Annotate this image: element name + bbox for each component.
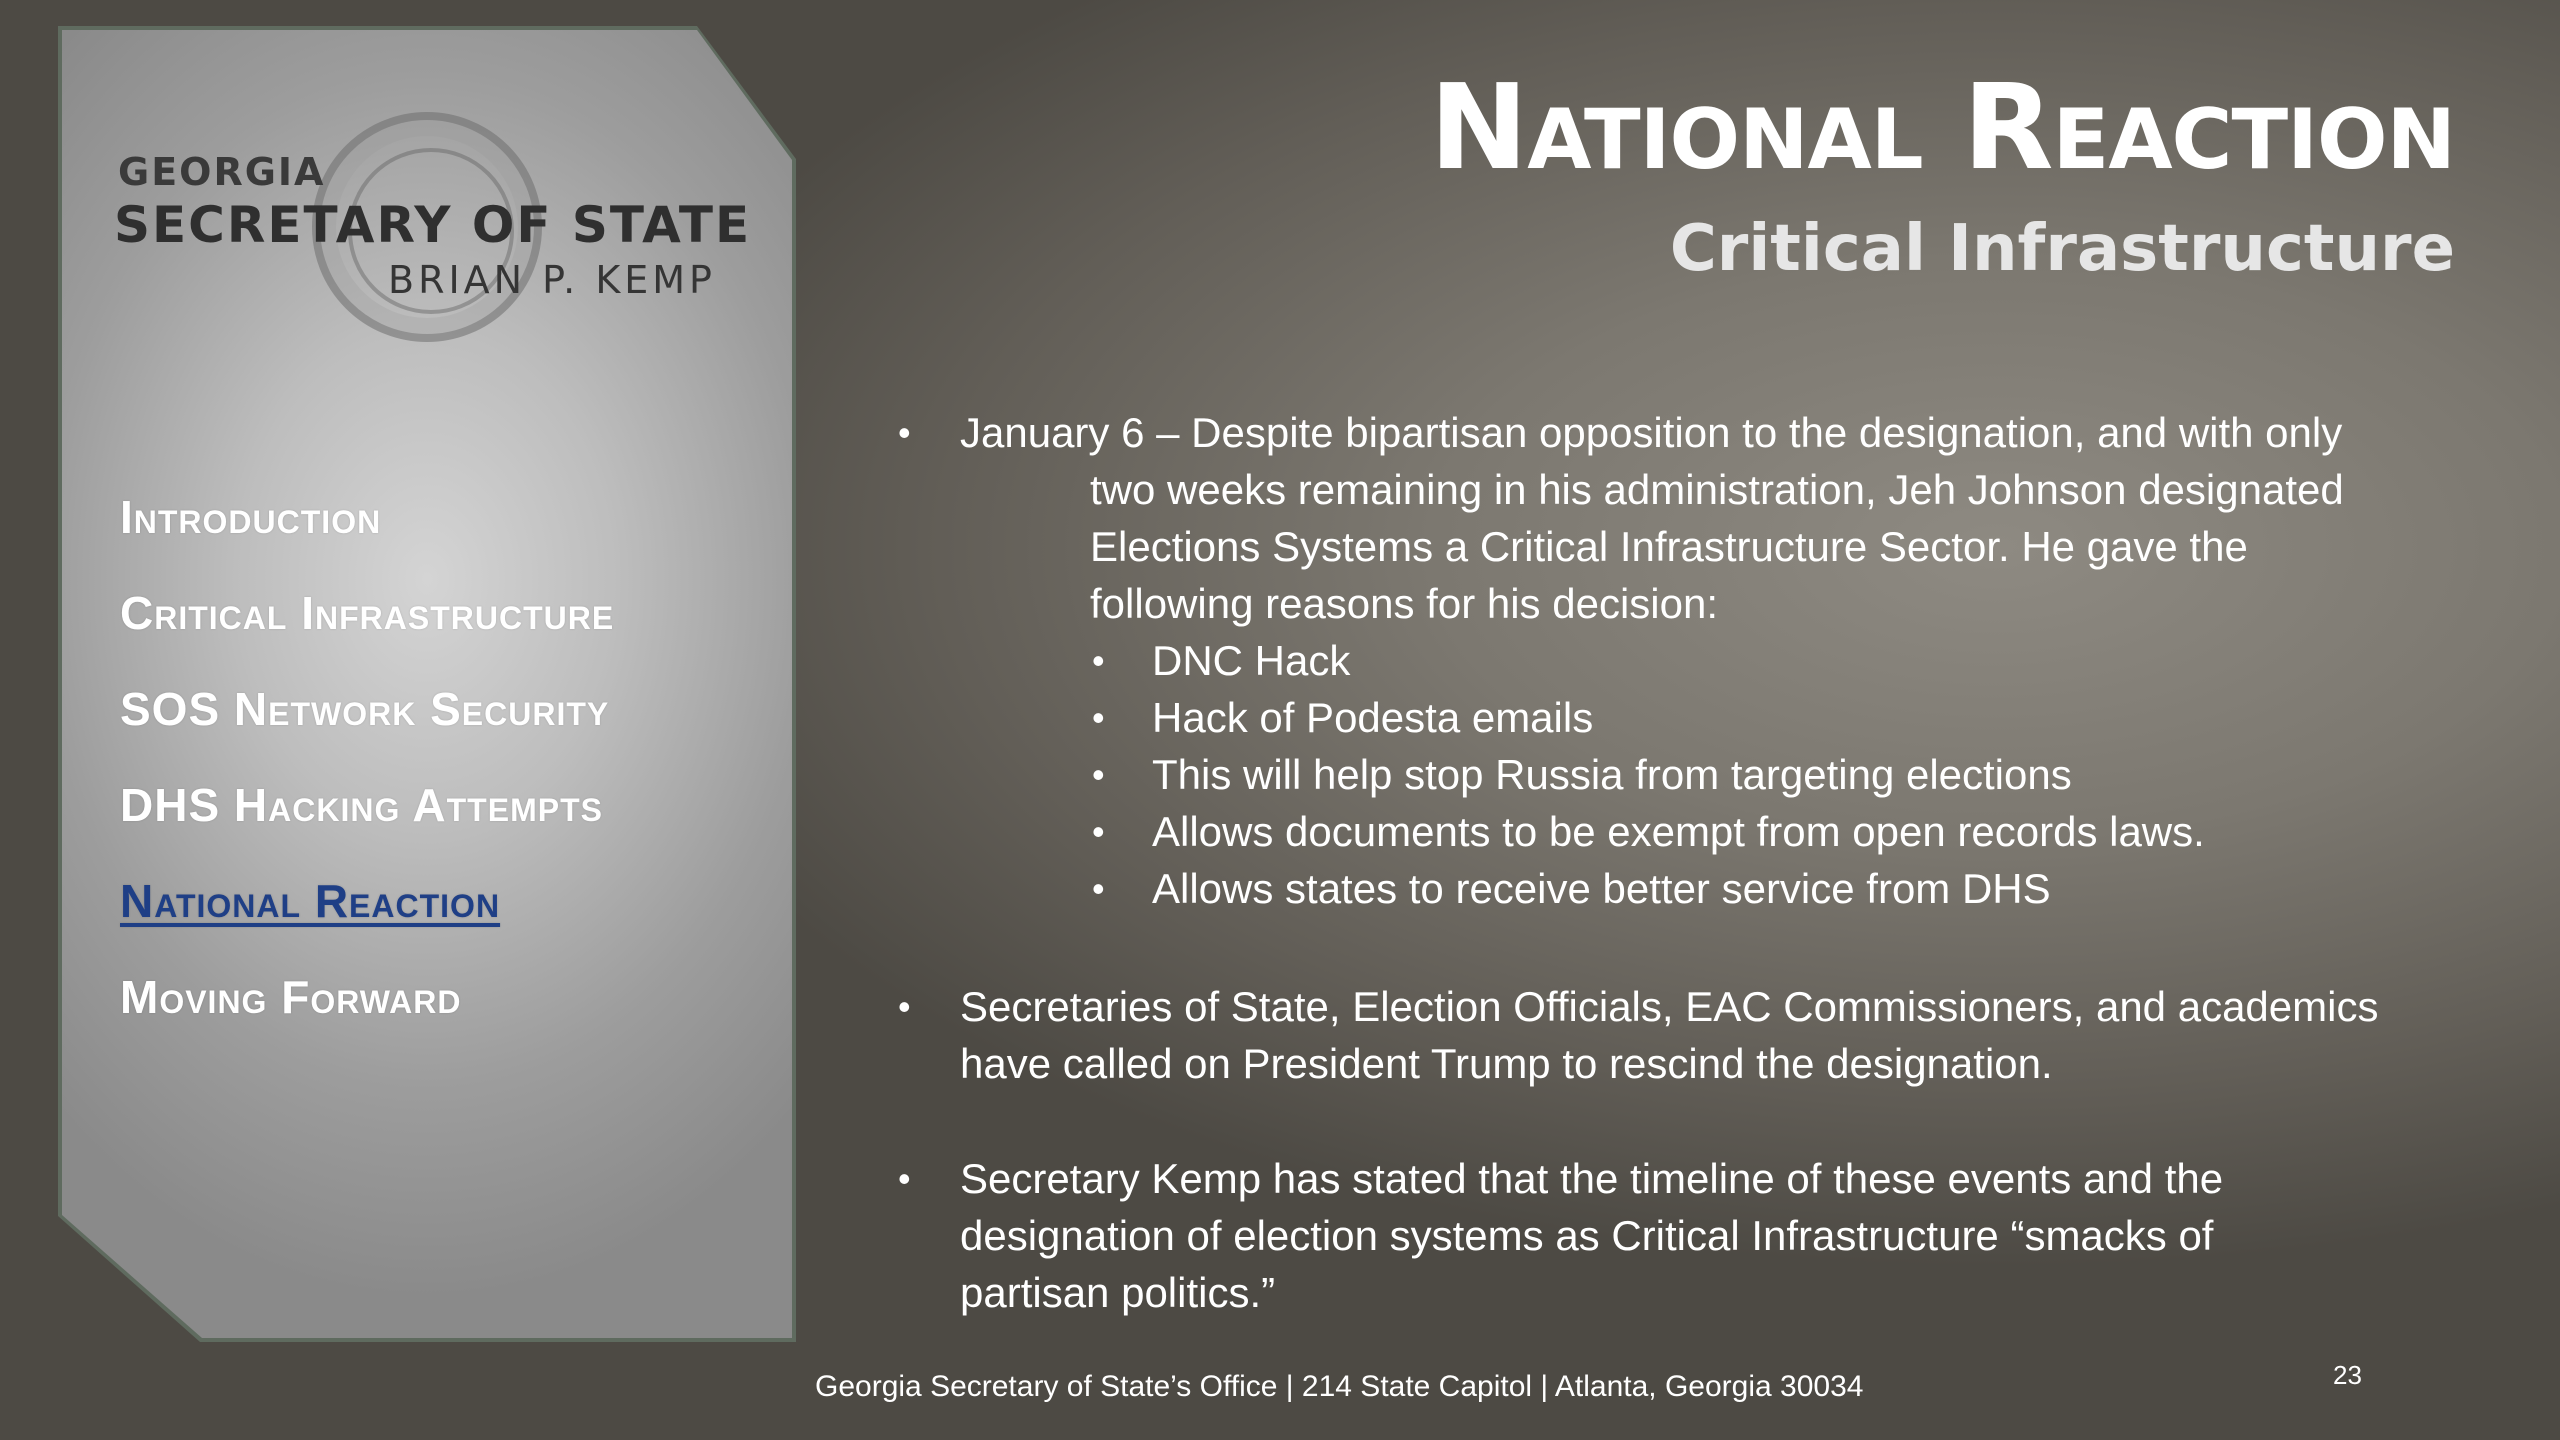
sidebar-nav [120, 490, 614, 1066]
sub-bullet-5: Allows states to receive better service from DHS [1152, 865, 2051, 912]
sub-bullet-1: DNC Hack [1152, 637, 1351, 684]
logo-state: GEORGIA [118, 150, 326, 194]
bullet-3-line-1: Secretary Kemp has stated that the timeline of these events and the [960, 1155, 2224, 1202]
logo-office: SECRETARY OF STATE [114, 196, 752, 254]
sub-bullet-2: Hack of Podesta emails [1152, 694, 1594, 741]
page-number: 23 [2333, 1360, 2362, 1390]
nav-item-moving-forward[interactable]: Moving Forward [120, 971, 462, 1023]
bullet-2-line-2: have called on President Trump to rescind the designation. [960, 1040, 2053, 1087]
bullet-marker: • [898, 1158, 911, 1199]
sub-bullet-marker: • [1092, 754, 1105, 795]
nav-item-introduction[interactable]: Introduction [120, 491, 382, 543]
logo-name: BRIAN P. KEMP [388, 258, 716, 302]
nav-item-dhs-hacking-attempts[interactable]: DHS Hacking Attempts [120, 779, 603, 831]
bullet-marker: • [898, 986, 911, 1027]
bullet-2-line-1: Secretaries of State, Election Officials, EAC Commissioners, and academics [960, 983, 2379, 1030]
nav-item-sos-network-security[interactable]: SOS Network Security [120, 683, 610, 735]
sub-bullet-marker: • [1092, 868, 1105, 909]
nav-item-critical-infrastructure[interactable]: Critical Infrastructure [120, 587, 615, 639]
sub-bullet-marker: • [1092, 697, 1105, 738]
bullet-marker: • [898, 412, 911, 453]
sub-bullet-marker: • [1092, 811, 1105, 852]
slide-subtitle: Critical Infrastructure [1669, 212, 2455, 286]
bullet-1-line-2: two weeks remaining in his administration, Jeh Johnson designated [1090, 466, 2344, 513]
sub-bullet-3: This will help stop Russia from targeting elections [1152, 751, 2072, 798]
sub-bullet-marker: • [1092, 640, 1105, 681]
bullet-1-line-4: following reasons for his decision: [1090, 580, 1718, 627]
nav-item-national-reaction[interactable]: National Reaction [120, 875, 501, 927]
bullet-1-line-3: Elections Systems a Critical Infrastructure Sector. He gave the [1090, 523, 2248, 570]
bullet-3-line-2: designation of election systems as Critical Infrastructure “smacks of [960, 1212, 2214, 1259]
sub-bullet-4: Allows documents to be exempt from open records laws. [1152, 808, 2205, 855]
slide-title: National Reaction [1429, 58, 2455, 196]
slide-footer: Georgia Secretary of State’s Office | 214 State Capitol | Atlanta, Georgia 30034 [815, 1370, 1864, 1403]
bullet-3-line-3: partisan politics.” [960, 1269, 1276, 1316]
bullet-1-line-1: January 6 – Despite bipartisan opposition to the designation, and with only [960, 409, 2343, 456]
